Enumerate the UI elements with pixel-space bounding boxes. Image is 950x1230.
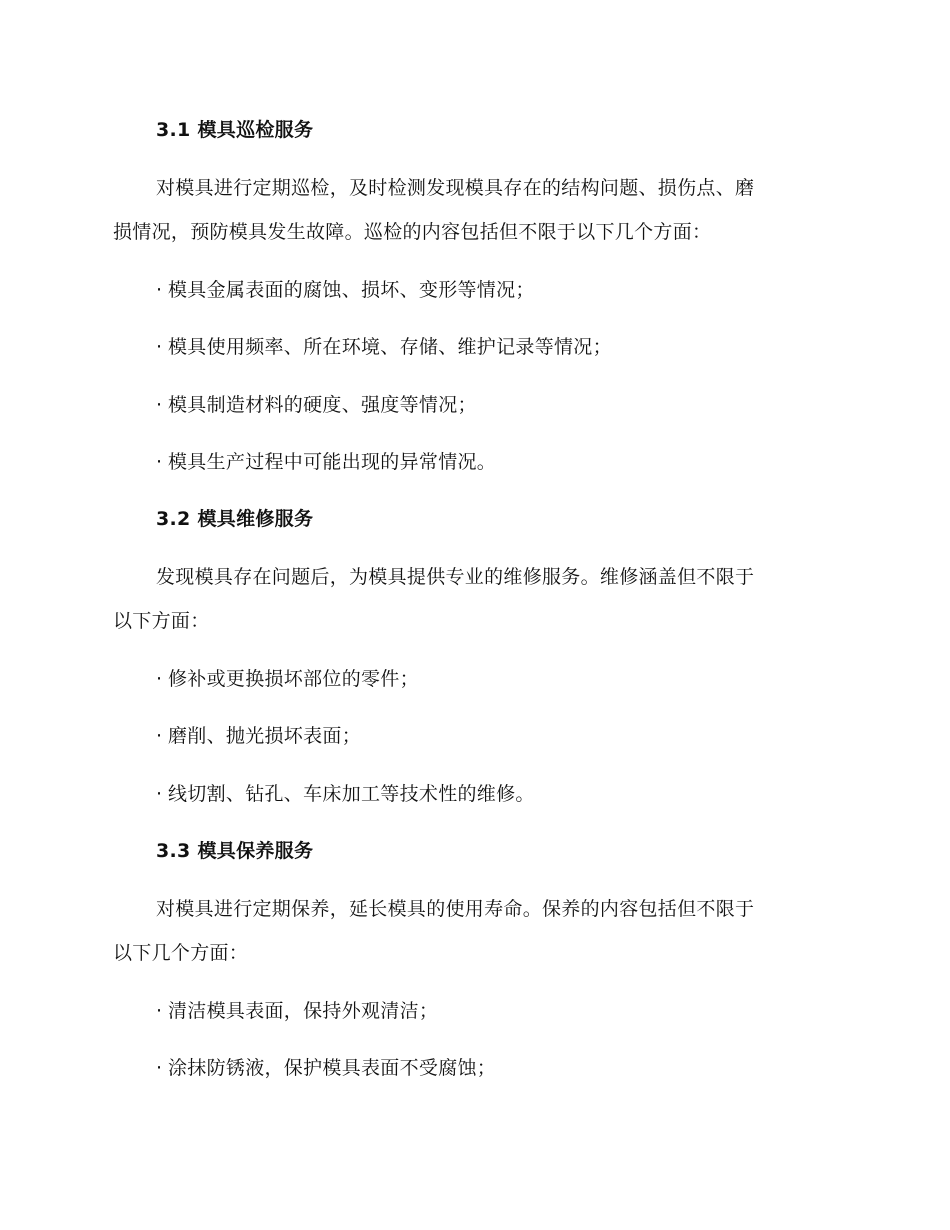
list-item — [156, 667, 419, 691]
list-item-text: 模具生产过程中可能出现的异常情况。 — [168, 451, 497, 473]
list-item — [156, 999, 438, 1023]
paragraph-line: 对模具进行定期巡检，及时检测发现模具存在的结构问题、损伤点、磨 — [156, 177, 755, 199]
bullet-marker: · — [156, 783, 163, 805]
bullet-marker: · — [156, 725, 163, 747]
paragraph-line: 损情况，预防模具发生故障。巡检的内容包括但不限于以下几个方面： — [113, 221, 712, 243]
bullet-marker: · — [156, 279, 163, 301]
section-heading-3-3: 3.3 模具保养服务 — [156, 840, 314, 862]
list-item — [156, 393, 477, 417]
list-item-text: 磨削、抛光损坏表面； — [168, 725, 362, 747]
list-item-text: 线切割、钻孔、车床加工等技术性的维修。 — [168, 783, 535, 805]
paragraph-line: 以下几个方面： — [113, 942, 249, 964]
list-item — [156, 1056, 496, 1080]
section-heading-3-1: 3.1 模具巡检服务 — [156, 119, 314, 141]
list-item-text: 涂抹防锈液，保护模具表面不受腐蚀； — [168, 1057, 497, 1079]
bullet-marker: · — [156, 336, 163, 358]
list-item — [156, 335, 612, 359]
list-item-text: 模具使用频率、所在环境、存储、维护记录等情况； — [168, 336, 612, 358]
list-item — [156, 450, 496, 474]
bullet-marker: · — [156, 451, 163, 473]
paragraph-line: 发现模具存在问题后，为模具提供专业的维修服务。维修涵盖但不限于 — [156, 566, 755, 588]
section-heading-3-2: 3.2 模具维修服务 — [156, 508, 314, 530]
bullet-marker: · — [156, 1000, 163, 1022]
bullet-marker: · — [156, 394, 163, 416]
list-item-text: 清洁模具表面，保持外观清洁； — [168, 1000, 439, 1022]
paragraph-line: 对模具进行定期保养，延长模具的使用寿命。保养的内容包括但不限于 — [156, 898, 755, 920]
list-item-text: 模具金属表面的腐蚀、损坏、变形等情况； — [168, 279, 535, 301]
paragraph-line: 以下方面： — [113, 610, 210, 632]
list-item — [156, 278, 535, 302]
list-item — [156, 782, 535, 806]
bullet-marker: · — [156, 1057, 163, 1079]
list-item-text: 修补或更换损坏部位的零件； — [168, 668, 419, 690]
bullet-marker: · — [156, 668, 163, 690]
list-item-text: 模具制造材料的硬度、强度等情况； — [168, 394, 477, 416]
list-item — [156, 724, 361, 748]
